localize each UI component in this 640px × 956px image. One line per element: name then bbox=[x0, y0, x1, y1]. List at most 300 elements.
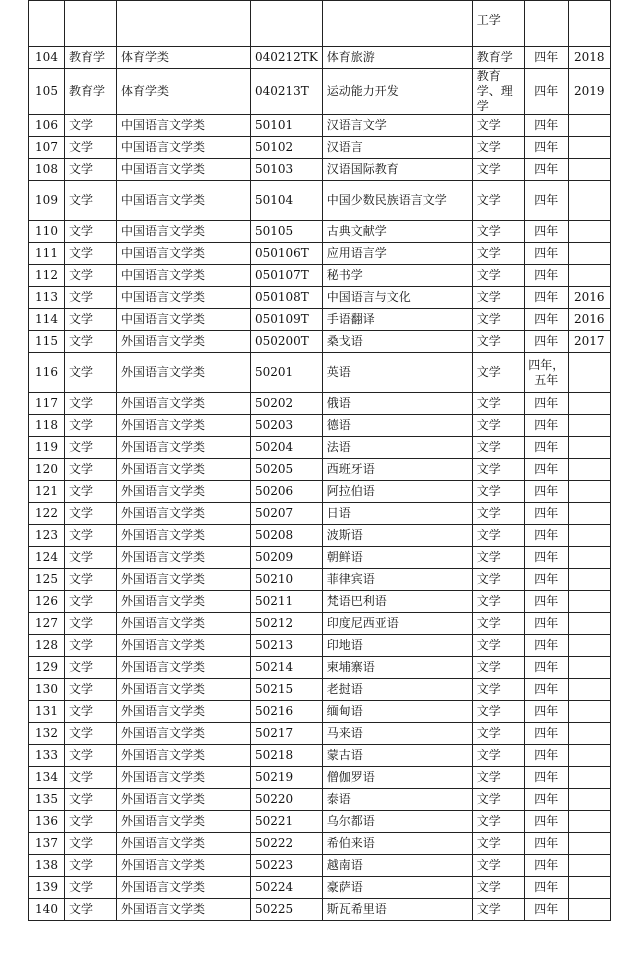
class-cell: 体育学类 bbox=[117, 47, 251, 69]
degree-cell: 文学 bbox=[472, 701, 524, 723]
major-code-cell: 50209 bbox=[251, 547, 323, 569]
major-code-cell: 50208 bbox=[251, 525, 323, 547]
major-name-cell: 桑戈语 bbox=[322, 331, 472, 353]
degree-cell: 文学 bbox=[472, 115, 524, 137]
class-cell: 中国语言文学类 bbox=[117, 243, 251, 265]
major-name-cell: 乌尔都语 bbox=[322, 811, 472, 833]
table-row bbox=[29, 613, 611, 635]
degree-cell: 文学 bbox=[472, 503, 524, 525]
duration-cell: 四年 bbox=[524, 789, 568, 811]
class-cell: 外国语言文学类 bbox=[117, 789, 251, 811]
degree-cell: 文学 bbox=[472, 613, 524, 635]
major-code-cell: 50201 bbox=[251, 353, 323, 393]
degree-cell: 文学 bbox=[472, 181, 524, 221]
degree-cell: 教育学 bbox=[472, 47, 524, 69]
major-name-cell: 日语 bbox=[322, 503, 472, 525]
category-cell: 文学 bbox=[65, 547, 117, 569]
cell-empty bbox=[65, 1, 117, 47]
table-row bbox=[29, 811, 611, 833]
class-cell: 外国语言文学类 bbox=[117, 331, 251, 353]
row-number-cell: 121 bbox=[29, 481, 65, 503]
table-body bbox=[29, 1, 611, 921]
year-added-cell bbox=[568, 635, 610, 657]
duration-cell: 四年 bbox=[524, 437, 568, 459]
major-code-cell: 050106T bbox=[251, 243, 323, 265]
major-code-cell: 040213T bbox=[251, 69, 323, 115]
major-name-cell: 缅甸语 bbox=[322, 701, 472, 723]
year-added-cell bbox=[568, 415, 610, 437]
year-added-cell bbox=[568, 459, 610, 481]
class-cell: 外国语言文学类 bbox=[117, 503, 251, 525]
category-cell: 文学 bbox=[65, 287, 117, 309]
table-row bbox=[29, 137, 611, 159]
year-added-cell bbox=[568, 613, 610, 635]
duration-cell: 四年 bbox=[524, 221, 568, 243]
category-cell: 教育学 bbox=[65, 47, 117, 69]
duration-cell: 四年 bbox=[524, 679, 568, 701]
degree-cell: 文学 bbox=[472, 899, 524, 921]
row-number-cell: 111 bbox=[29, 243, 65, 265]
year-added-cell bbox=[568, 547, 610, 569]
category-cell: 文学 bbox=[65, 353, 117, 393]
duration-cell: 四年 bbox=[524, 309, 568, 331]
duration-cell: 四年 bbox=[524, 137, 568, 159]
duration-cell: 四年 bbox=[524, 547, 568, 569]
row-number-cell: 129 bbox=[29, 657, 65, 679]
table-row bbox=[29, 243, 611, 265]
category-cell: 文学 bbox=[65, 701, 117, 723]
row-number-cell: 119 bbox=[29, 437, 65, 459]
category-cell: 文学 bbox=[65, 767, 117, 789]
row-number-cell: 128 bbox=[29, 635, 65, 657]
row-number-cell: 131 bbox=[29, 701, 65, 723]
major-name-cell: 汉语国际教育 bbox=[322, 159, 472, 181]
duration-cell: 四年 bbox=[524, 331, 568, 353]
duration-cell: 四年 bbox=[524, 877, 568, 899]
major-code-cell: 50104 bbox=[251, 181, 323, 221]
degree-cell: 文学 bbox=[472, 745, 524, 767]
major-code-cell: 50223 bbox=[251, 855, 323, 877]
category-cell: 文学 bbox=[65, 265, 117, 287]
duration-cell: 四年 bbox=[524, 503, 568, 525]
cell-empty bbox=[322, 1, 472, 47]
year-added-cell: 2017 bbox=[568, 331, 610, 353]
duration-cell: 四年 bbox=[524, 47, 568, 69]
duration-cell: 四年 bbox=[524, 767, 568, 789]
degree-cell: 文学 bbox=[472, 789, 524, 811]
year-added-cell bbox=[568, 811, 610, 833]
duration-cell: 四年 bbox=[524, 657, 568, 679]
degree-cell: 文学 bbox=[472, 635, 524, 657]
class-cell: 外国语言文学类 bbox=[117, 353, 251, 393]
category-cell: 文学 bbox=[65, 181, 117, 221]
year-added-cell bbox=[568, 789, 610, 811]
major-name-cell: 中国少数民族语言文学 bbox=[322, 181, 472, 221]
row-number-cell: 113 bbox=[29, 287, 65, 309]
year-added-cell bbox=[568, 137, 610, 159]
major-code-cell: 50101 bbox=[251, 115, 323, 137]
major-name-cell: 体育旅游 bbox=[322, 47, 472, 69]
duration-cell: 四年 bbox=[524, 265, 568, 287]
table-row bbox=[29, 657, 611, 679]
major-name-cell: 泰语 bbox=[322, 789, 472, 811]
degree-cell: 工学 bbox=[472, 1, 524, 47]
row-number-cell: 130 bbox=[29, 679, 65, 701]
major-code-cell: 50222 bbox=[251, 833, 323, 855]
major-name-cell: 德语 bbox=[322, 415, 472, 437]
degree-cell: 文学 bbox=[472, 877, 524, 899]
year-added-cell bbox=[568, 481, 610, 503]
category-cell: 文学 bbox=[65, 679, 117, 701]
year-added-cell bbox=[568, 877, 610, 899]
category-cell: 文学 bbox=[65, 789, 117, 811]
degree-cell: 文学 bbox=[472, 265, 524, 287]
major-name-cell: 僧伽罗语 bbox=[322, 767, 472, 789]
major-name-cell: 印度尼西亚语 bbox=[322, 613, 472, 635]
category-cell: 文学 bbox=[65, 657, 117, 679]
table-row bbox=[29, 635, 611, 657]
category-cell: 文学 bbox=[65, 159, 117, 181]
major-code-cell: 50224 bbox=[251, 877, 323, 899]
duration-cell: 四年 bbox=[524, 459, 568, 481]
year-added-cell bbox=[568, 591, 610, 613]
year-added-cell bbox=[568, 745, 610, 767]
major-code-cell: 50102 bbox=[251, 137, 323, 159]
class-cell: 外国语言文学类 bbox=[117, 767, 251, 789]
table-row-top-partial bbox=[29, 1, 611, 47]
category-cell: 文学 bbox=[65, 899, 117, 921]
class-cell: 外国语言文学类 bbox=[117, 701, 251, 723]
duration-cell: 四年 bbox=[524, 393, 568, 415]
degree-cell: 文学 bbox=[472, 811, 524, 833]
degree-cell: 文学 bbox=[472, 569, 524, 591]
year-added-cell bbox=[568, 243, 610, 265]
row-number-cell: 125 bbox=[29, 569, 65, 591]
major-code-cell: 040212TK bbox=[251, 47, 323, 69]
major-code-cell: 50211 bbox=[251, 591, 323, 613]
row-number-cell: 112 bbox=[29, 265, 65, 287]
row-number-cell: 139 bbox=[29, 877, 65, 899]
major-name-cell: 阿拉伯语 bbox=[322, 481, 472, 503]
table-row bbox=[29, 789, 611, 811]
category-cell: 文学 bbox=[65, 525, 117, 547]
cell-empty bbox=[568, 1, 610, 47]
degree-cell: 文学 bbox=[472, 243, 524, 265]
major-name-cell: 秘书学 bbox=[322, 265, 472, 287]
degree-cell: 文学 bbox=[472, 459, 524, 481]
year-added-cell bbox=[568, 833, 610, 855]
major-name-cell: 马来语 bbox=[322, 723, 472, 745]
major-code-cell: 50217 bbox=[251, 723, 323, 745]
duration-cell: 四年 bbox=[524, 415, 568, 437]
major-code-cell: 50206 bbox=[251, 481, 323, 503]
class-cell: 外国语言文学类 bbox=[117, 591, 251, 613]
row-number-cell: 132 bbox=[29, 723, 65, 745]
row-number-cell: 127 bbox=[29, 613, 65, 635]
table-row bbox=[29, 265, 611, 287]
major-name-cell: 朝鲜语 bbox=[322, 547, 472, 569]
class-cell: 外国语言文学类 bbox=[117, 547, 251, 569]
major-code-cell: 50203 bbox=[251, 415, 323, 437]
category-cell: 文学 bbox=[65, 243, 117, 265]
category-cell: 文学 bbox=[65, 137, 117, 159]
degree-cell: 文学 bbox=[472, 481, 524, 503]
year-added-cell bbox=[568, 353, 610, 393]
major-code-cell: 50212 bbox=[251, 613, 323, 635]
major-name-cell: 蒙古语 bbox=[322, 745, 472, 767]
row-number-cell: 114 bbox=[29, 309, 65, 331]
row-number-cell: 118 bbox=[29, 415, 65, 437]
class-cell: 中国语言文学类 bbox=[117, 287, 251, 309]
cell-empty bbox=[524, 1, 568, 47]
major-code-cell: 50216 bbox=[251, 701, 323, 723]
class-cell: 外国语言文学类 bbox=[117, 877, 251, 899]
row-number-cell: 106 bbox=[29, 115, 65, 137]
major-name-cell: 斯瓦希里语 bbox=[322, 899, 472, 921]
degree-cell: 文学 bbox=[472, 547, 524, 569]
year-added-cell: 2016 bbox=[568, 287, 610, 309]
table-row bbox=[29, 723, 611, 745]
duration-cell: 四年 bbox=[524, 855, 568, 877]
class-cell: 外国语言文学类 bbox=[117, 525, 251, 547]
cell-empty bbox=[251, 1, 323, 47]
duration-cell: 四年 bbox=[524, 243, 568, 265]
row-number-cell: 110 bbox=[29, 221, 65, 243]
major-code-cell: 50218 bbox=[251, 745, 323, 767]
degree-cell: 文学 bbox=[472, 393, 524, 415]
category-cell: 文学 bbox=[65, 459, 117, 481]
year-added-cell: 2019 bbox=[568, 69, 610, 115]
duration-cell: 四年 bbox=[524, 481, 568, 503]
category-cell: 文学 bbox=[65, 569, 117, 591]
duration-cell: 四年 bbox=[524, 723, 568, 745]
category-cell: 文学 bbox=[65, 309, 117, 331]
degree-cell: 文学 bbox=[472, 287, 524, 309]
table-row bbox=[29, 679, 611, 701]
year-added-cell: 2018 bbox=[568, 47, 610, 69]
degree-cell: 文学 bbox=[472, 159, 524, 181]
class-cell: 中国语言文学类 bbox=[117, 265, 251, 287]
table-row bbox=[29, 833, 611, 855]
table-row bbox=[29, 47, 611, 69]
major-name-cell: 老挝语 bbox=[322, 679, 472, 701]
class-cell: 外国语言文学类 bbox=[117, 437, 251, 459]
duration-cell: 四年，五年 bbox=[524, 353, 568, 393]
majors-table bbox=[28, 0, 611, 921]
document-page bbox=[28, 0, 611, 921]
major-name-cell: 俄语 bbox=[322, 393, 472, 415]
table-row bbox=[29, 877, 611, 899]
table-row bbox=[29, 353, 611, 393]
class-cell: 外国语言文学类 bbox=[117, 415, 251, 437]
major-code-cell: 50220 bbox=[251, 789, 323, 811]
table-row bbox=[29, 221, 611, 243]
category-cell: 文学 bbox=[65, 811, 117, 833]
table-row bbox=[29, 437, 611, 459]
row-number-cell: 133 bbox=[29, 745, 65, 767]
category-cell: 文学 bbox=[65, 481, 117, 503]
major-code-cell: 50215 bbox=[251, 679, 323, 701]
major-code-cell: 50202 bbox=[251, 393, 323, 415]
duration-cell: 四年 bbox=[524, 181, 568, 221]
degree-cell: 文学 bbox=[472, 767, 524, 789]
table-row bbox=[29, 459, 611, 481]
table-row bbox=[29, 767, 611, 789]
degree-cell: 文学 bbox=[472, 437, 524, 459]
class-cell: 中国语言文学类 bbox=[117, 181, 251, 221]
major-name-cell: 菲律宾语 bbox=[322, 569, 472, 591]
duration-cell: 四年 bbox=[524, 701, 568, 723]
year-added-cell bbox=[568, 525, 610, 547]
cell-empty bbox=[29, 1, 65, 47]
row-number-cell: 123 bbox=[29, 525, 65, 547]
major-code-cell: 50205 bbox=[251, 459, 323, 481]
category-cell: 文学 bbox=[65, 437, 117, 459]
class-cell: 外国语言文学类 bbox=[117, 679, 251, 701]
row-number-cell: 124 bbox=[29, 547, 65, 569]
degree-cell: 教育学、理学 bbox=[472, 69, 524, 115]
duration-cell: 四年 bbox=[524, 287, 568, 309]
duration-cell: 四年 bbox=[524, 159, 568, 181]
row-number-cell: 138 bbox=[29, 855, 65, 877]
major-code-cell: 50213 bbox=[251, 635, 323, 657]
duration-cell: 四年 bbox=[524, 569, 568, 591]
year-added-cell bbox=[568, 437, 610, 459]
year-added-cell: 2016 bbox=[568, 309, 610, 331]
category-cell: 文学 bbox=[65, 331, 117, 353]
degree-cell: 文学 bbox=[472, 331, 524, 353]
major-code-cell: 50105 bbox=[251, 221, 323, 243]
class-cell: 中国语言文学类 bbox=[117, 159, 251, 181]
class-cell: 外国语言文学类 bbox=[117, 481, 251, 503]
year-added-cell bbox=[568, 679, 610, 701]
class-cell: 中国语言文学类 bbox=[117, 309, 251, 331]
year-added-cell bbox=[568, 855, 610, 877]
row-number-cell: 136 bbox=[29, 811, 65, 833]
degree-cell: 文学 bbox=[472, 591, 524, 613]
cell-empty bbox=[117, 1, 251, 47]
category-cell: 文学 bbox=[65, 115, 117, 137]
class-cell: 外国语言文学类 bbox=[117, 723, 251, 745]
major-name-cell: 梵语巴利语 bbox=[322, 591, 472, 613]
degree-cell: 文学 bbox=[472, 525, 524, 547]
category-cell: 文学 bbox=[65, 635, 117, 657]
category-cell: 文学 bbox=[65, 855, 117, 877]
year-added-cell bbox=[568, 701, 610, 723]
major-code-cell: 50214 bbox=[251, 657, 323, 679]
class-cell: 体育学类 bbox=[117, 69, 251, 115]
major-name-cell: 中国语言与文化 bbox=[322, 287, 472, 309]
category-cell: 文学 bbox=[65, 745, 117, 767]
major-name-cell: 法语 bbox=[322, 437, 472, 459]
class-cell: 外国语言文学类 bbox=[117, 613, 251, 635]
duration-cell: 四年 bbox=[524, 591, 568, 613]
year-added-cell bbox=[568, 569, 610, 591]
degree-cell: 文学 bbox=[472, 657, 524, 679]
row-number-cell: 104 bbox=[29, 47, 65, 69]
year-added-cell bbox=[568, 657, 610, 679]
class-cell: 外国语言文学类 bbox=[117, 459, 251, 481]
year-added-cell bbox=[568, 159, 610, 181]
duration-cell: 四年 bbox=[524, 745, 568, 767]
year-added-cell bbox=[568, 393, 610, 415]
category-cell: 文学 bbox=[65, 613, 117, 635]
row-number-cell: 135 bbox=[29, 789, 65, 811]
class-cell: 外国语言文学类 bbox=[117, 635, 251, 657]
major-name-cell: 波斯语 bbox=[322, 525, 472, 547]
row-number-cell: 126 bbox=[29, 591, 65, 613]
row-number-cell: 117 bbox=[29, 393, 65, 415]
class-cell: 外国语言文学类 bbox=[117, 899, 251, 921]
major-code-cell: 50221 bbox=[251, 811, 323, 833]
row-number-cell: 107 bbox=[29, 137, 65, 159]
table-row bbox=[29, 745, 611, 767]
category-cell: 文学 bbox=[65, 503, 117, 525]
table-row bbox=[29, 503, 611, 525]
major-code-cell: 50204 bbox=[251, 437, 323, 459]
duration-cell: 四年 bbox=[524, 525, 568, 547]
table-row bbox=[29, 331, 611, 353]
year-added-cell bbox=[568, 115, 610, 137]
table-row bbox=[29, 701, 611, 723]
row-number-cell: 137 bbox=[29, 833, 65, 855]
category-cell: 文学 bbox=[65, 415, 117, 437]
row-number-cell: 122 bbox=[29, 503, 65, 525]
duration-cell: 四年 bbox=[524, 69, 568, 115]
class-cell: 中国语言文学类 bbox=[117, 115, 251, 137]
table-row bbox=[29, 159, 611, 181]
major-code-cell: 050109T bbox=[251, 309, 323, 331]
row-number-cell: 109 bbox=[29, 181, 65, 221]
major-name-cell: 手语翻译 bbox=[322, 309, 472, 331]
major-name-cell: 古典文献学 bbox=[322, 221, 472, 243]
major-code-cell: 050200T bbox=[251, 331, 323, 353]
degree-cell: 文学 bbox=[472, 723, 524, 745]
row-number-cell: 108 bbox=[29, 159, 65, 181]
category-cell: 文学 bbox=[65, 221, 117, 243]
major-name-cell: 越南语 bbox=[322, 855, 472, 877]
row-number-cell: 120 bbox=[29, 459, 65, 481]
major-name-cell: 应用语言学 bbox=[322, 243, 472, 265]
table-row bbox=[29, 525, 611, 547]
year-added-cell bbox=[568, 899, 610, 921]
degree-cell: 文学 bbox=[472, 679, 524, 701]
row-number-cell: 115 bbox=[29, 331, 65, 353]
degree-cell: 文学 bbox=[472, 137, 524, 159]
major-code-cell: 050107T bbox=[251, 265, 323, 287]
category-cell: 文学 bbox=[65, 591, 117, 613]
table-row bbox=[29, 69, 611, 115]
duration-cell: 四年 bbox=[524, 811, 568, 833]
category-cell: 教育学 bbox=[65, 69, 117, 115]
table-row bbox=[29, 899, 611, 921]
class-cell: 外国语言文学类 bbox=[117, 393, 251, 415]
degree-cell: 文学 bbox=[472, 353, 524, 393]
major-name-cell: 汉语言 bbox=[322, 137, 472, 159]
table-row bbox=[29, 591, 611, 613]
table-row bbox=[29, 181, 611, 221]
table-row bbox=[29, 115, 611, 137]
major-name-cell: 汉语言文学 bbox=[322, 115, 472, 137]
degree-cell: 文学 bbox=[472, 855, 524, 877]
table-row bbox=[29, 309, 611, 331]
year-added-cell bbox=[568, 221, 610, 243]
row-number-cell: 134 bbox=[29, 767, 65, 789]
table-row bbox=[29, 569, 611, 591]
duration-cell: 四年 bbox=[524, 899, 568, 921]
row-number-cell: 105 bbox=[29, 69, 65, 115]
major-name-cell: 希伯来语 bbox=[322, 833, 472, 855]
